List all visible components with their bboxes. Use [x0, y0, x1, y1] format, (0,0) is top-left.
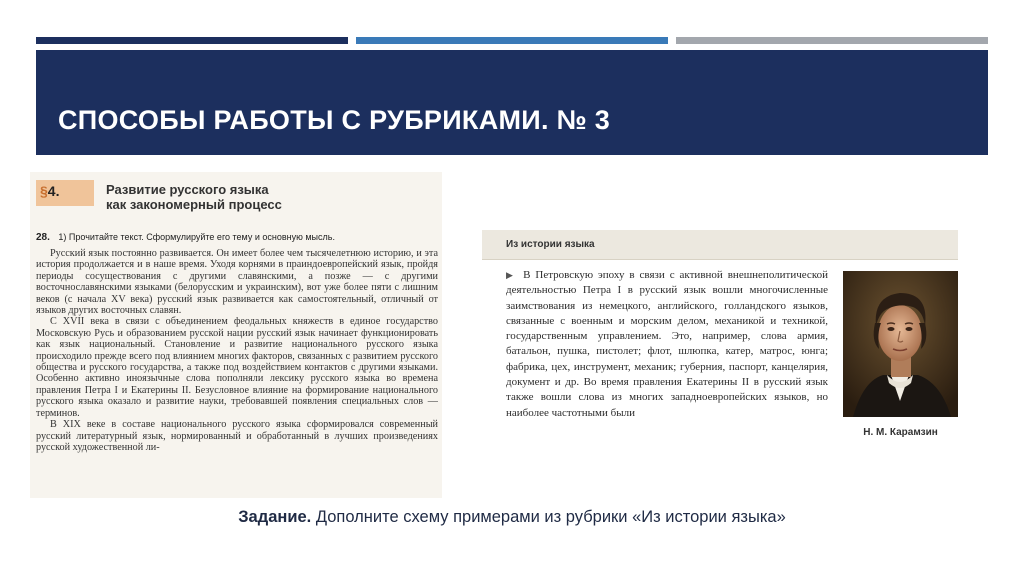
section-number: 4. [47, 183, 60, 199]
top-stripe-navy [36, 37, 348, 44]
task-line [0, 508, 1024, 527]
karamzin-portrait-icon [843, 271, 958, 417]
body-paragraph: С XVII века в связи с объединением феодальных княжеств в единое государство Московскую Русь и образованием русской нации русский язык начинает функционировать как язык национальный. Становление и развитие национального русского языка происходило прежде всего под влиянием многих факторов, связанных с развитием русского общества и русского государства, а также под воздействием контактов с другими языками. Особенно активно иноязычные слова пополняли лексику русского языка во времена правления Петра I и Екатерины II. Безусловное влияние на формирование национального русского языка оказало и развитие науки, требовавшей появления специальных слов — терминов. [36, 316, 438, 419]
section-sign: § [40, 183, 48, 199]
task-label: Задание. [238, 508, 312, 526]
section-badge [36, 180, 94, 206]
body-paragraph: В XIX веке в составе национального русского языка сформировался современный русский литературный язык, нормированный и обработанный в лучших произведениях русской художественной ли- [36, 419, 438, 453]
task-text: Дополните схему примерами из рубрики «Из истории языка» [311, 508, 786, 526]
exercise-task: 1) Прочитайте текст. Сформулируйте его тему и основную мысль. [58, 232, 335, 242]
portrait-image [843, 271, 958, 417]
rubric-body: ▶ В Петровскую эпоху в связи с активной внешнеполитической деятельностью Петра I в русский язык вошли многочисленные заимствования из немецкого, английского, голландского языков, связанные с военным и морским делом, механикой и техникой, государственным управлением. Это, например, слова армия, батальон, пушка, пистолет; флот, шлюпка, катер, матрос, юнга; фабрика, цех, инструмент, механик; губерния, паспорт, канцелярия, документ и др. Во время правления Екатерины II в русский язык также вошли слова из многих западноевропейских языков, но наиболее частотными были [506, 269, 828, 419]
title-bar [36, 50, 988, 155]
triangle-bullet-icon: ▶ [506, 270, 516, 280]
rubric-title: Из истории языка [506, 239, 595, 250]
section-heading: Развитие русского языка как закономерный процесс [106, 182, 282, 212]
exercise-body [36, 248, 438, 453]
rubric-header [482, 230, 958, 260]
exercise-instruction [36, 232, 436, 243]
body-paragraph: Русский язык постоянно развивается. Он имеет более чем тысячелетнюю историю, и эта история продолжается и в наше время. Уходя корнями в праиндоевропейский язык, пройдя периоды сосуществования с другими славянскими, а позже — с другими восточнославянскими языками (белорусским и украинским), вот уже более пяти с лишним веков (с начала XV века) русский язык развивается как самостоятельный, отличный от языков других восточных славян. [36, 248, 438, 317]
slide-title: СПОСОБЫ РАБОТЫ С РУБРИКАМИ. № 3 [58, 105, 611, 135]
top-stripe-blue [356, 37, 668, 44]
exercise-number: 28. [36, 232, 50, 243]
textbook-page-left [30, 172, 442, 498]
top-stripe-gray [676, 37, 988, 44]
portrait-caption: Н. М. Карамзин [863, 427, 938, 438]
